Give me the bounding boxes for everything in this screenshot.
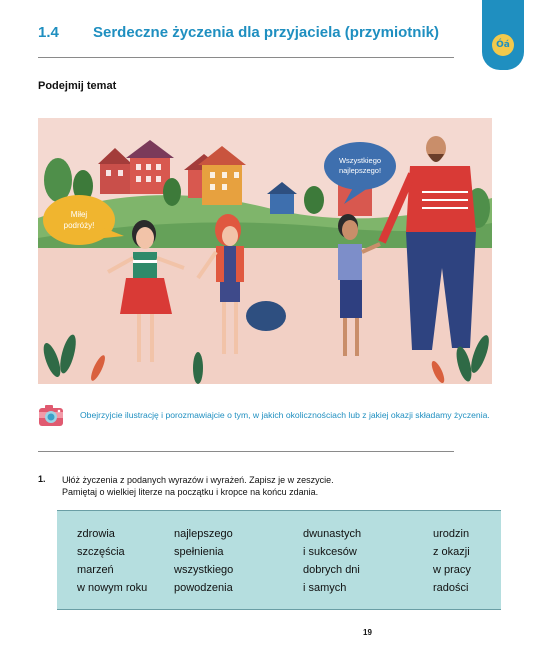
word-item: najlepszego <box>174 528 233 540</box>
title-divider <box>38 57 454 58</box>
bubble-left-line2: podróży! <box>63 221 95 230</box>
word-item: spełnienia <box>174 546 224 558</box>
page-number: 19 <box>363 628 372 637</box>
camera-icon <box>38 403 64 427</box>
exercise-number: 1. <box>38 474 46 484</box>
bubble-left-line1: Miłej <box>70 210 88 219</box>
word-item: i sukcesów <box>303 546 357 558</box>
exercise-line-1: Ułóż życzenia z podanych wyrazów i wyrażeń. Zapisz je w zeszycie. <box>62 475 334 485</box>
word-item: wszystkiego <box>174 564 234 576</box>
word-item: szczęścia <box>77 546 125 558</box>
word-item: powodzenia <box>174 582 233 594</box>
chapter-badge-icon: Óá <box>492 34 514 56</box>
word-item: w pracy <box>433 564 471 576</box>
exercise-line-2: Pamiętaj o wielkiej literze na początku i kropce na końcu zdania. <box>62 487 319 497</box>
bubble-right-line1: Wszystkiego <box>338 156 382 165</box>
word-item: z okazji <box>433 546 470 558</box>
word-item: zdrowia <box>77 528 115 540</box>
word-item: urodzin <box>433 528 470 540</box>
word-item: marzeń <box>77 564 114 576</box>
bubble-right-line2: najlepszego! <box>338 166 382 175</box>
section-number: 1.4 <box>38 24 59 41</box>
word-item: dobrych dni <box>303 564 360 576</box>
word-box <box>57 510 501 610</box>
word-item: radości <box>433 582 469 594</box>
subsection-title: Podejmij temat <box>38 80 117 92</box>
exercise-instructions <box>62 474 334 498</box>
word-item: i samych <box>303 582 347 594</box>
section-divider <box>38 451 454 452</box>
discussion-instruction: Obejrzyjcie ilustrację i porozmawiajcie o tym, w jakich okolicznościach lub z jakiej okazji składamy życzenia. <box>80 410 490 420</box>
section-title: Serdeczne życzenia dla przyjaciela (przymiotnik) <box>93 24 439 41</box>
word-item: dwunastych <box>303 528 362 540</box>
greeting-illustration <box>38 118 492 384</box>
word-item: w nowym roku <box>77 582 148 594</box>
